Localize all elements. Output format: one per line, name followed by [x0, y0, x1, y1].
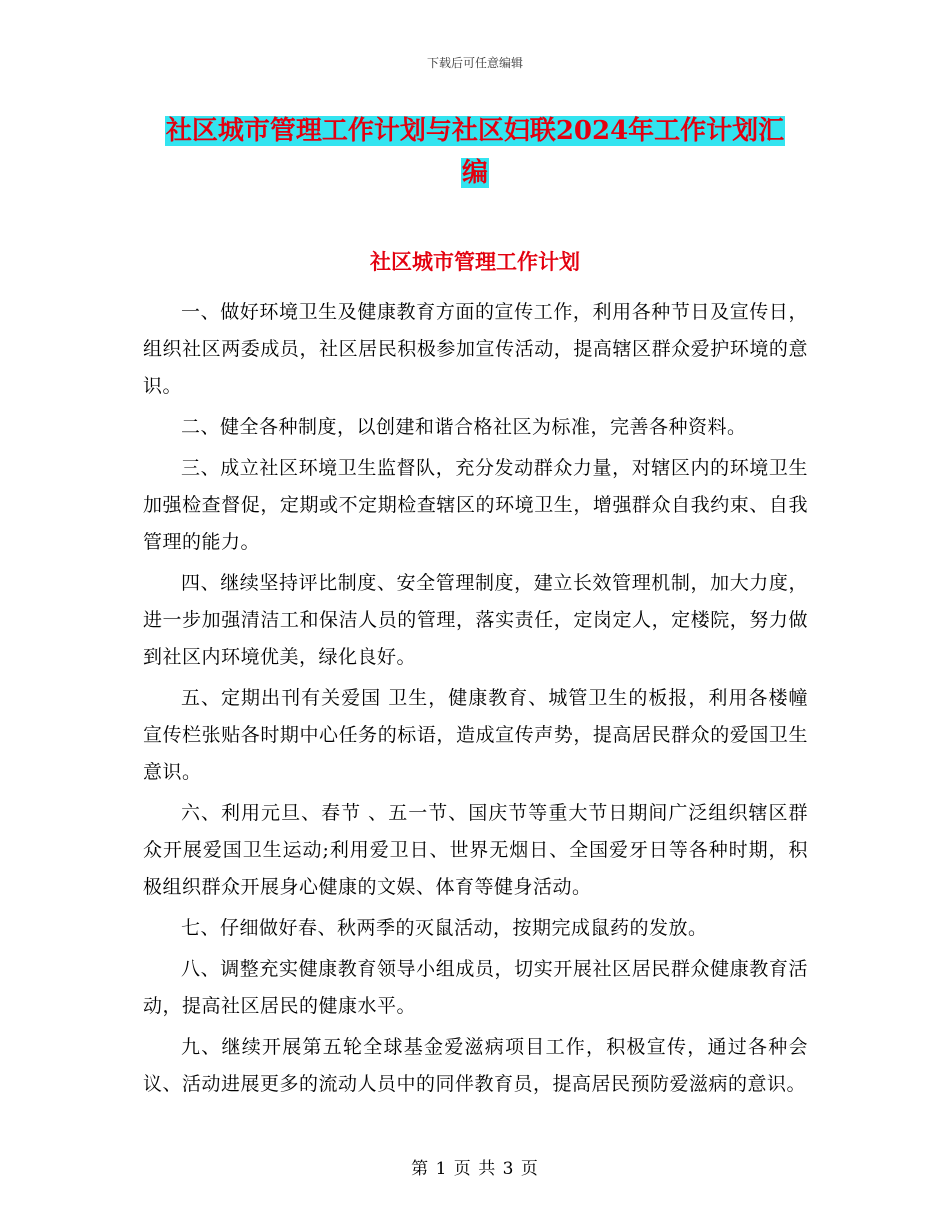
page-footer: 第 1 页 共 3 页	[411, 1159, 539, 1179]
document-title-line-1: 社区城市管理工作计划与社区妇联2024年工作计划汇	[165, 116, 785, 146]
paragraph-8: 八、调整充实健康教育领导小组成员，切实开展社区居民群众健康教育活动，提高社区居民的健康水平。	[143, 958, 808, 1017]
paragraph-1: 一、做好环境卫生及健康教育方面的宣传工作，利用各种节日及宣传日，组织社区两委成员，社区居民积极参加宣传活动，提高辖区群众爱护环境的意识。	[143, 301, 808, 397]
paragraph-9: 九、继续开展第五轮全球基金爱滋病项目工作，积极宣传，通过各种会议、活动进展更多的流动人员中的同伴教育员，提高居民预防爱滋病的意识。	[143, 1036, 808, 1095]
paragraph-2: 二、健全各种制度，以创建和谐合格社区为标准，完善各种资料。	[181, 416, 747, 438]
paragraph-3: 三、成立社区环境卫生监督队，充分发动群众力量，对辖区内的环境卫生加强检查督促，定期或不定期检查辖区的环境卫生，增强群众自我约束、自我管理的能力。	[143, 457, 808, 553]
section-title: 社区城市管理工作计划	[370, 249, 580, 274]
page-header-note: 下载后可任意编辑	[426, 56, 523, 70]
paragraph-4: 四、继续坚持评比制度、安全管理制度，建立长效管理机制，加大力度，进一步加强清洁工和保洁人员的管理，落实责任，定岗定人，定楼院，努力做到社区内环境优美，绿化良好。	[143, 572, 808, 668]
document-title-line-2: 编	[461, 158, 488, 188]
document-body	[143, 294, 808, 1107]
paragraph-5: 五、定期出刊有关爱国 卫生，健康教育、城管卫生的板报，利用各楼幢宣传栏张贴各时期中心任务的标语，造成宣传声势，提高居民群众的爱国卫生意识。	[143, 687, 808, 783]
document-title	[140, 110, 810, 194]
paragraph-6: 六、利用元旦、春节 、五一节、国庆节等重大节日期间广泛组织辖区群众开展爱国卫生运动;利用爱卫日、世界无烟日、全国爱牙日等各种时期，积极组织群众开展身心健康的文娱、体育等健身活动。	[143, 802, 808, 898]
paragraph-7: 七、仔细做好春、秋两季的灭鼠活动，按期完成鼠药的发放。	[181, 917, 708, 939]
